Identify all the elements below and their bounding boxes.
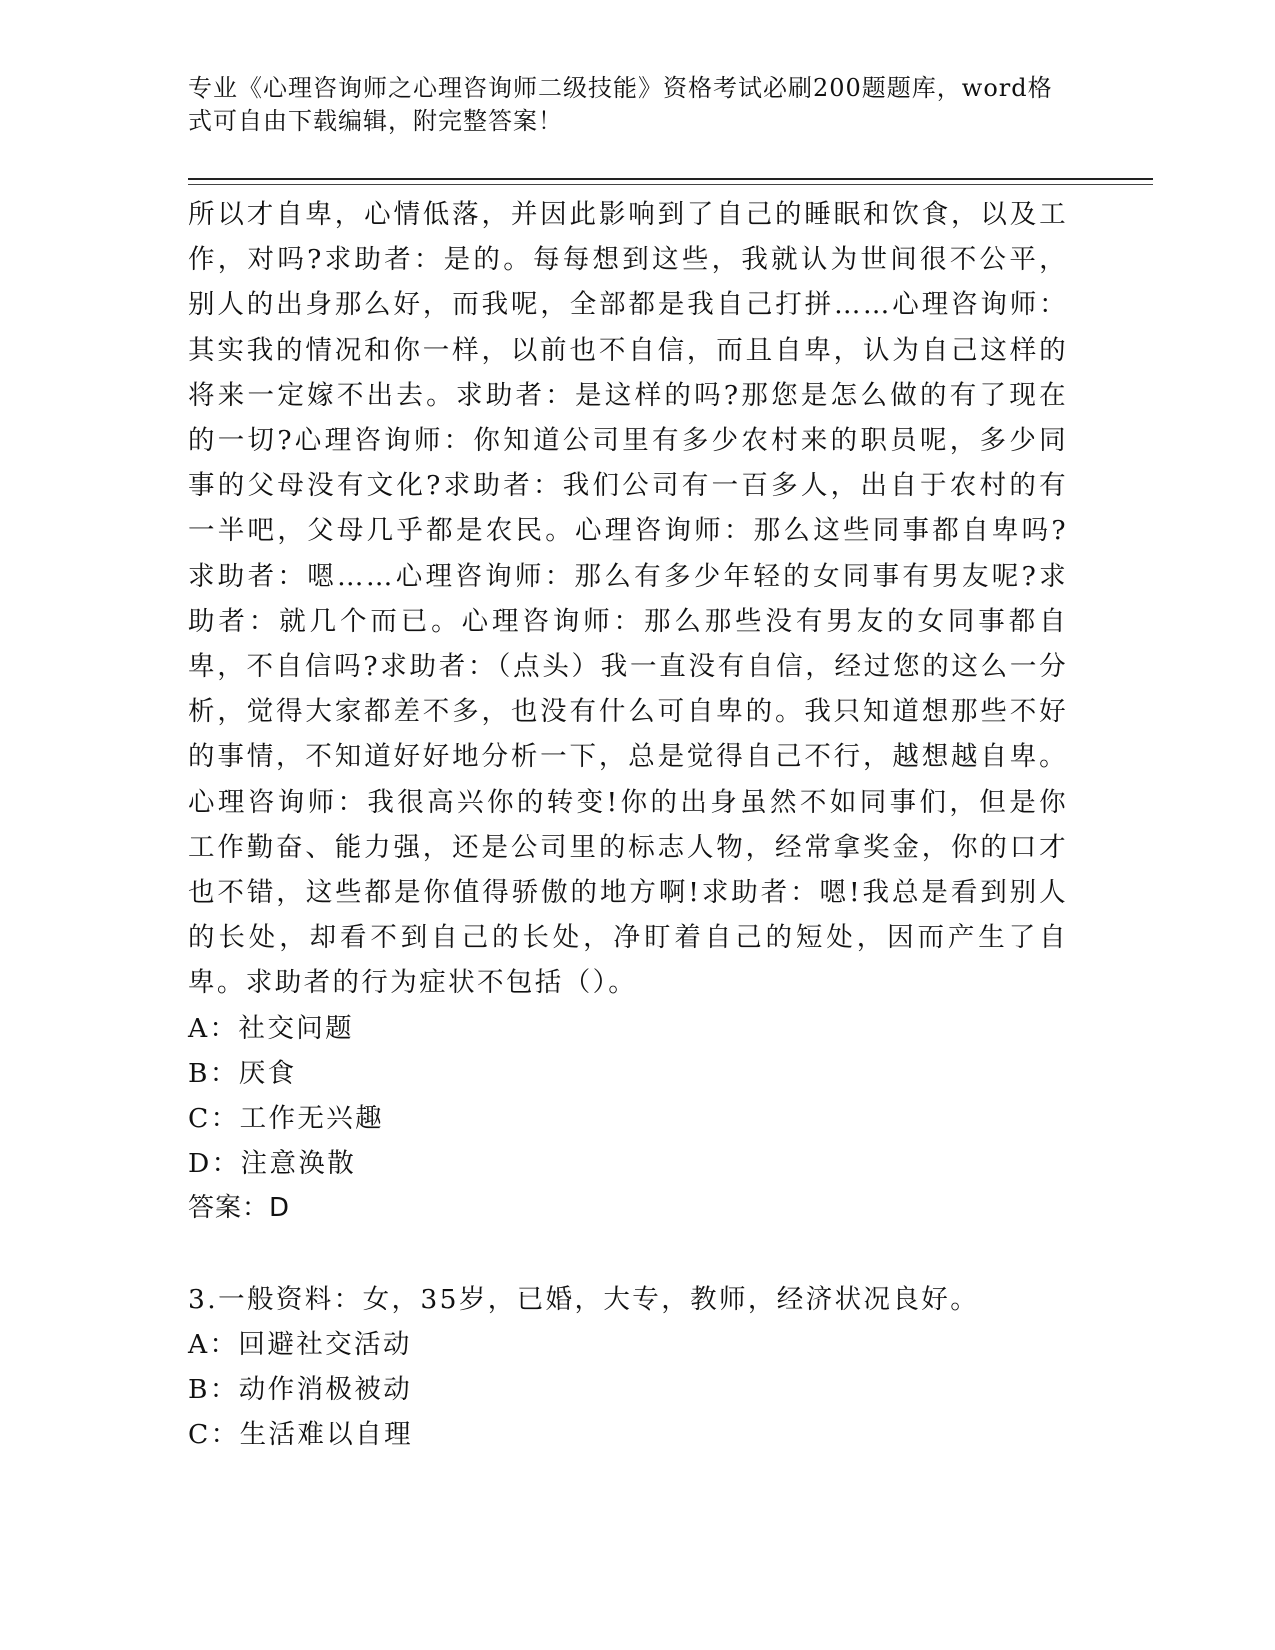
q3-option-b: B：动作消极被动 xyxy=(188,1374,413,1406)
header-divider xyxy=(188,178,1153,180)
q3-option-c: C：生活难以自理 xyxy=(188,1419,413,1451)
spacer xyxy=(188,1232,1068,1277)
question-3-stem: 3.一般资料：女，35岁，已婚，大专，教师，经济状况良好。 xyxy=(188,1283,980,1315)
document-body xyxy=(188,192,1068,1457)
option-c: C：工作无兴趣 xyxy=(188,1103,385,1135)
option-a: A：社交问题 xyxy=(188,1012,355,1044)
header-title: 专业《心理咨询师之心理咨询师二级技能》资格考试必刷200题题库，word格式可自由下载编辑，附完整答案！ xyxy=(188,74,1053,135)
header-divider-thin xyxy=(188,184,1153,185)
document-header xyxy=(188,72,1068,138)
question-passage: 所以才自卑，心情低落，并因此影响到了自己的睡眠和饮食，以及工作，对吗?求助者：是的。每每想到这些，我就认为世间很不公平，别人的出身那么好，而我呢，全部都是我自己打拼……心理咨询师：其实我的情况和你一样，以前也不自信，而且自卑，认为自己这样的将来一定嫁不出去。求助者：是这样的吗?那您是怎么做的有了现在的一切?心理咨询师：你知道公司里有多少农村来的职员呢，多少同事的父母没有文化?求助者：我们公司有一百多人，出自于农村的有一半吧，父母几乎都是农民。心理咨询师：那么这些同事都自卑吗?求助者：嗯……心理咨询师：那么有多少年轻的女同事有男友呢?求助者：就几个而已。心理咨询师：那么那些没有男友的女同事都自卑，不自信吗?求助者：（点头）我一直没有自信，经过您的这么一分析，觉得大家都差不多，也没有什么可自卑的。我只知道想那些不好的事情，不知道好好地分析一下，总是觉得自己不行，越想越自卑。心理咨询师：我很高兴你的转变!你的出身虽然不如同事们，但是你工作勤奋、能力强，还是公司里的标志人物，经常拿奖金，你的口才也不错，这些都是你值得骄傲的地方啊!求助者：嗯!我总是看到别人的长处，却看不到自己的长处，净盯着自己的短处，因而产生了自卑。求助者的行为症状不包括（）。 xyxy=(188,199,1068,999)
q3-option-a: A：回避社交活动 xyxy=(188,1328,412,1360)
option-b: B：厌食 xyxy=(188,1057,297,1089)
option-d: D：注意涣散 xyxy=(188,1148,357,1180)
answer-line: 答案：D xyxy=(188,1193,291,1224)
